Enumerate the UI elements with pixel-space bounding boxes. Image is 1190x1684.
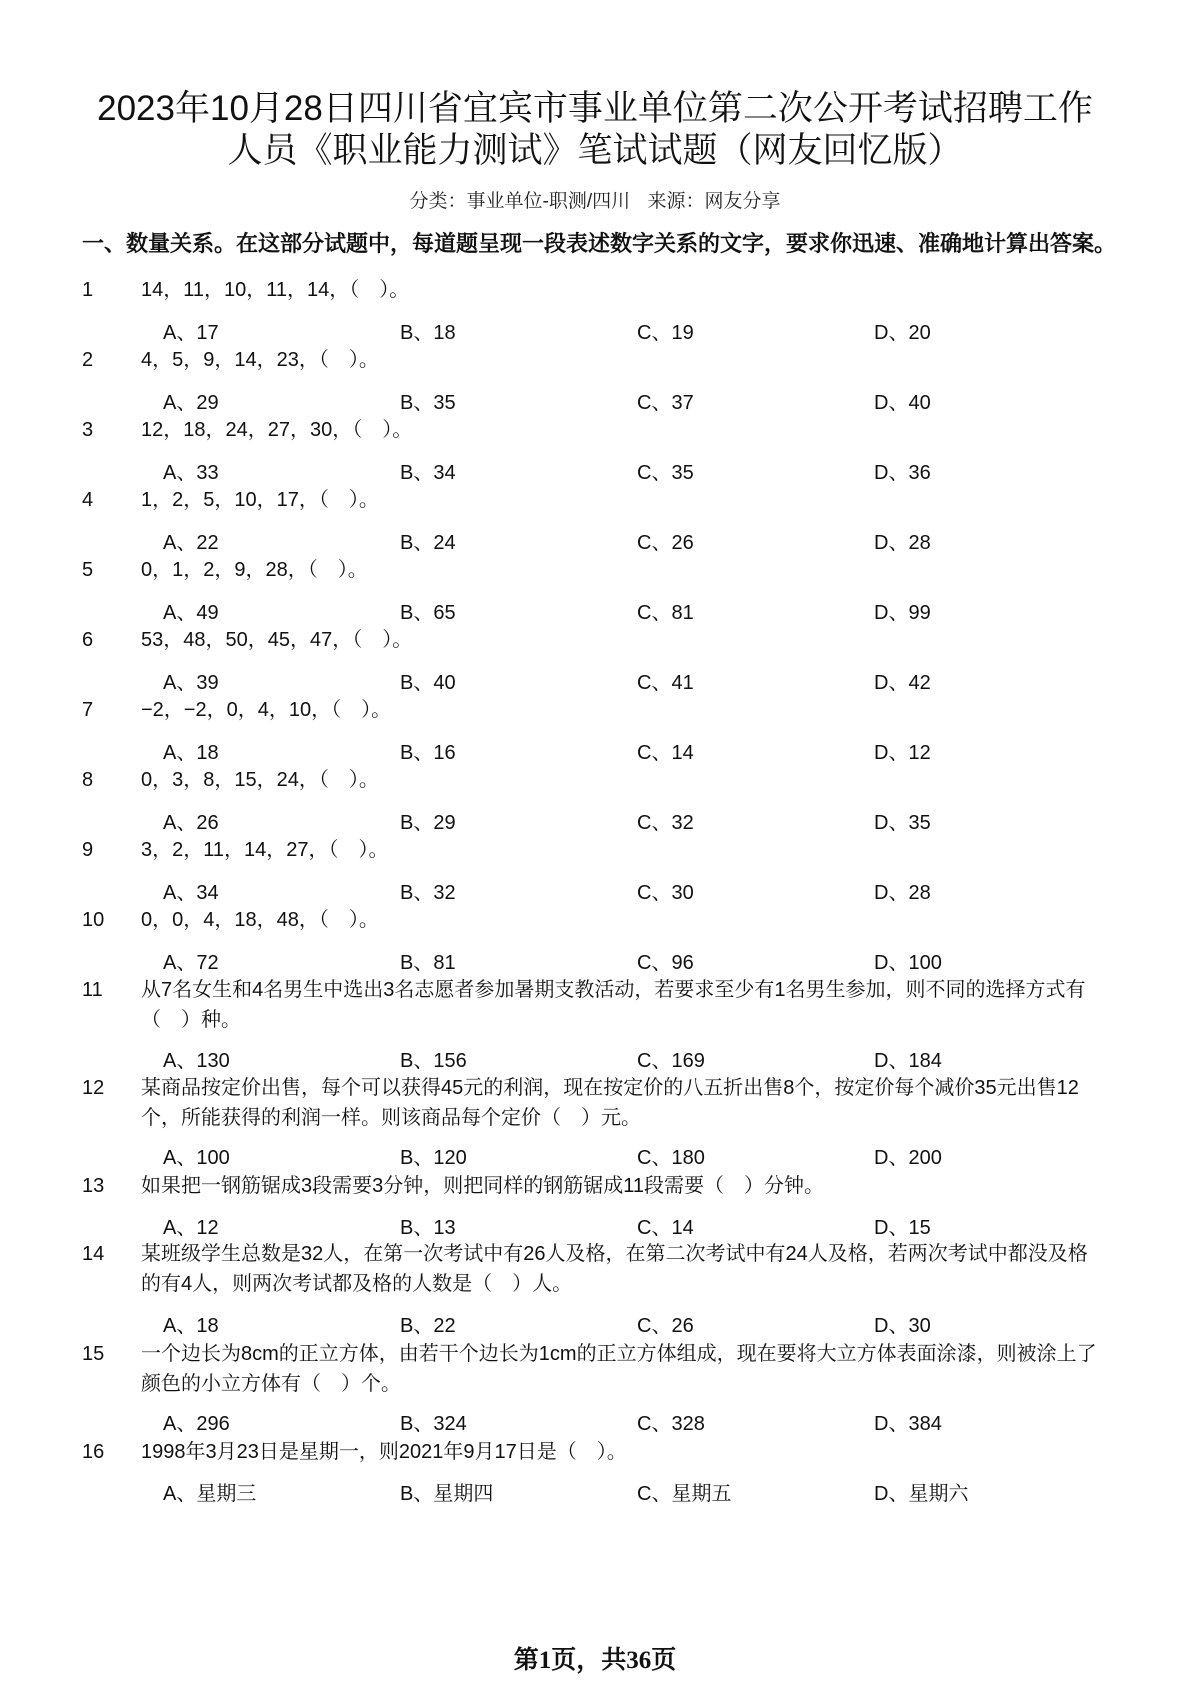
option-b: B、32 (400, 882, 456, 904)
option-a: A、29 (163, 392, 219, 414)
option-d: D、42 (874, 672, 931, 694)
option-c: C、26 (637, 1315, 694, 1337)
option-b: B、120 (400, 1147, 467, 1169)
option-c: C、19 (637, 322, 694, 344)
option-d: D、99 (874, 602, 931, 624)
option-d: D、35 (874, 812, 931, 834)
page-title (60, 88, 1130, 172)
question-number: 1 (82, 279, 94, 301)
question-stem: 某班级学生总数是32人，在第一次考试中有26人及格，在第二次考试中有24人及格，若两次考试中都没及格的有4人，则两次考试都及格的人数是（ ）人。 (141, 1243, 1088, 1295)
option-d: D、40 (874, 392, 931, 414)
question-number: 15 (82, 1343, 105, 1365)
option-a: A、72 (163, 952, 219, 974)
option-b: B、81 (400, 952, 456, 974)
option-b: B、24 (400, 532, 456, 554)
option-c: C、180 (637, 1147, 705, 1169)
meta-line (0, 186, 1190, 213)
option-b: B、13 (400, 1217, 456, 1239)
option-c: C、35 (637, 462, 694, 484)
question-stem: 1，2，5，10，17，（ ）。 (141, 489, 379, 511)
option-b: B、34 (400, 462, 456, 484)
option-b: B、29 (400, 812, 456, 834)
option-a: A、26 (163, 812, 219, 834)
option-c: C、81 (637, 602, 694, 624)
option-d: D、36 (874, 462, 931, 484)
option-b: B、18 (400, 322, 456, 344)
option-a: A、34 (163, 882, 219, 904)
question-stem: 一个边长为8cm的正立方体，由若干个边长为1cm的正立方体组成，现在要将大立方体表面涂漆，则被涂上了颜色的小立方体有（ ）个。 (141, 1343, 1097, 1395)
question-stem: 从7名女生和4名男生中选出3名志愿者参加暑期支教活动，若要求至少有1名男生参加，则不同的选择方式有（ ）种。 (141, 979, 1086, 1031)
option-a: A、296 (163, 1413, 230, 1435)
option-c: C、169 (637, 1050, 705, 1072)
option-a: A、49 (163, 602, 219, 624)
option-d: D、15 (874, 1217, 931, 1239)
option-d: D、184 (874, 1050, 942, 1072)
option-b: B、40 (400, 672, 456, 694)
option-d: D、30 (874, 1315, 931, 1337)
question-stem: 3，2，11，14，27，（ ）。 (141, 839, 389, 861)
title-line-1: 2023年10月28日四川省宜宾市事业单位第二次公开考试招聘工作 (97, 89, 1093, 128)
option-b: B、16 (400, 742, 456, 764)
question-number: 3 (82, 419, 94, 441)
question-number: 6 (82, 629, 94, 651)
question-number: 16 (82, 1441, 105, 1463)
option-b: B、22 (400, 1315, 456, 1337)
question-stem: 0，3，8，15，24，（ ）。 (141, 769, 379, 791)
option-a: A、12 (163, 1217, 219, 1239)
question-stem: 53，48，50，45，47，（ ）。 (141, 629, 413, 651)
option-a: A、130 (163, 1050, 230, 1072)
option-d: D、20 (874, 322, 931, 344)
question-stem: −2，−2，0，4，10，（ ）。 (141, 699, 392, 721)
question-number: 13 (82, 1175, 105, 1197)
option-c: C、96 (637, 952, 694, 974)
option-b: B、星期四 (400, 1483, 494, 1505)
option-c: C、32 (637, 812, 694, 834)
option-b: B、35 (400, 392, 456, 414)
question-stem: 1998年3月23日是星期一，则2021年9月17日是（ ）。 (141, 1441, 627, 1463)
question-stem: 14，11，10，11，14，（ ）。 (141, 279, 410, 301)
question-stem: 0，0，4，18，48，（ ）。 (141, 909, 379, 931)
question-number: 9 (82, 839, 94, 861)
option-d: D、200 (874, 1147, 942, 1169)
page-footer: 第1页，共36页 (513, 1647, 677, 1674)
option-d: D、100 (874, 952, 942, 974)
option-a: A、18 (163, 742, 219, 764)
question-number: 7 (82, 699, 94, 721)
question-number: 10 (82, 909, 105, 931)
question-stem: 0，1，2，9，28，（ ）。 (141, 559, 368, 581)
option-c: C、14 (637, 742, 694, 764)
question-number: 5 (82, 559, 94, 581)
option-b: B、324 (400, 1413, 467, 1435)
option-c: C、26 (637, 532, 694, 554)
option-a: A、100 (163, 1147, 230, 1169)
section-heading: 一、数量关系。在这部分试题中，每道题呈现一段表述数字关系的文字，要求你迅速、准确地计算出答案。 (82, 231, 1117, 256)
question-number: 8 (82, 769, 94, 791)
title-line-2: 人员《职业能力测试》笔试试题（网友回忆版） (227, 131, 963, 170)
option-a: A、17 (163, 322, 219, 344)
option-d: D、12 (874, 742, 931, 764)
option-a: A、22 (163, 532, 219, 554)
source-label: 来源：网友分享 (647, 191, 781, 212)
option-d: D、384 (874, 1413, 942, 1435)
question-number: 11 (82, 979, 103, 1001)
option-c: C、328 (637, 1413, 705, 1435)
question-stem: 如果把一钢筋锯成3段需要3分钟，则把同样的钢筋锯成11段需要（ ）分钟。 (141, 1175, 825, 1197)
option-d: D、星期六 (874, 1483, 969, 1505)
option-a: A、39 (163, 672, 219, 694)
option-b: B、65 (400, 602, 456, 624)
option-a: A、星期三 (163, 1483, 257, 1505)
question-stem: 4，5，9，14，23，（ ）。 (141, 349, 379, 371)
option-a: A、18 (163, 1315, 219, 1337)
question-stem: 12，18，24，27，30，（ ）。 (141, 419, 413, 441)
question-stem: 某商品按定价出售，每个可以获得45元的利润，现在按定价的八五折出售8个，按定价每个减价35元出售12个，所能获得的利润一样。则该商品每个定价（ ）元。 (141, 1077, 1079, 1129)
question-number: 14 (82, 1243, 105, 1265)
option-c: C、14 (637, 1217, 694, 1239)
option-c: C、41 (637, 672, 694, 694)
option-b: B、156 (400, 1050, 467, 1072)
option-a: A、33 (163, 462, 219, 484)
option-c: C、37 (637, 392, 694, 414)
question-number: 12 (82, 1077, 105, 1099)
option-d: D、28 (874, 532, 931, 554)
option-c: C、30 (637, 882, 694, 904)
option-c: C、星期五 (637, 1483, 732, 1505)
question-number: 2 (82, 349, 94, 371)
question-number: 4 (82, 489, 94, 511)
category-label: 分类：事业单位-职测/四川 (409, 191, 631, 212)
option-d: D、28 (874, 882, 931, 904)
